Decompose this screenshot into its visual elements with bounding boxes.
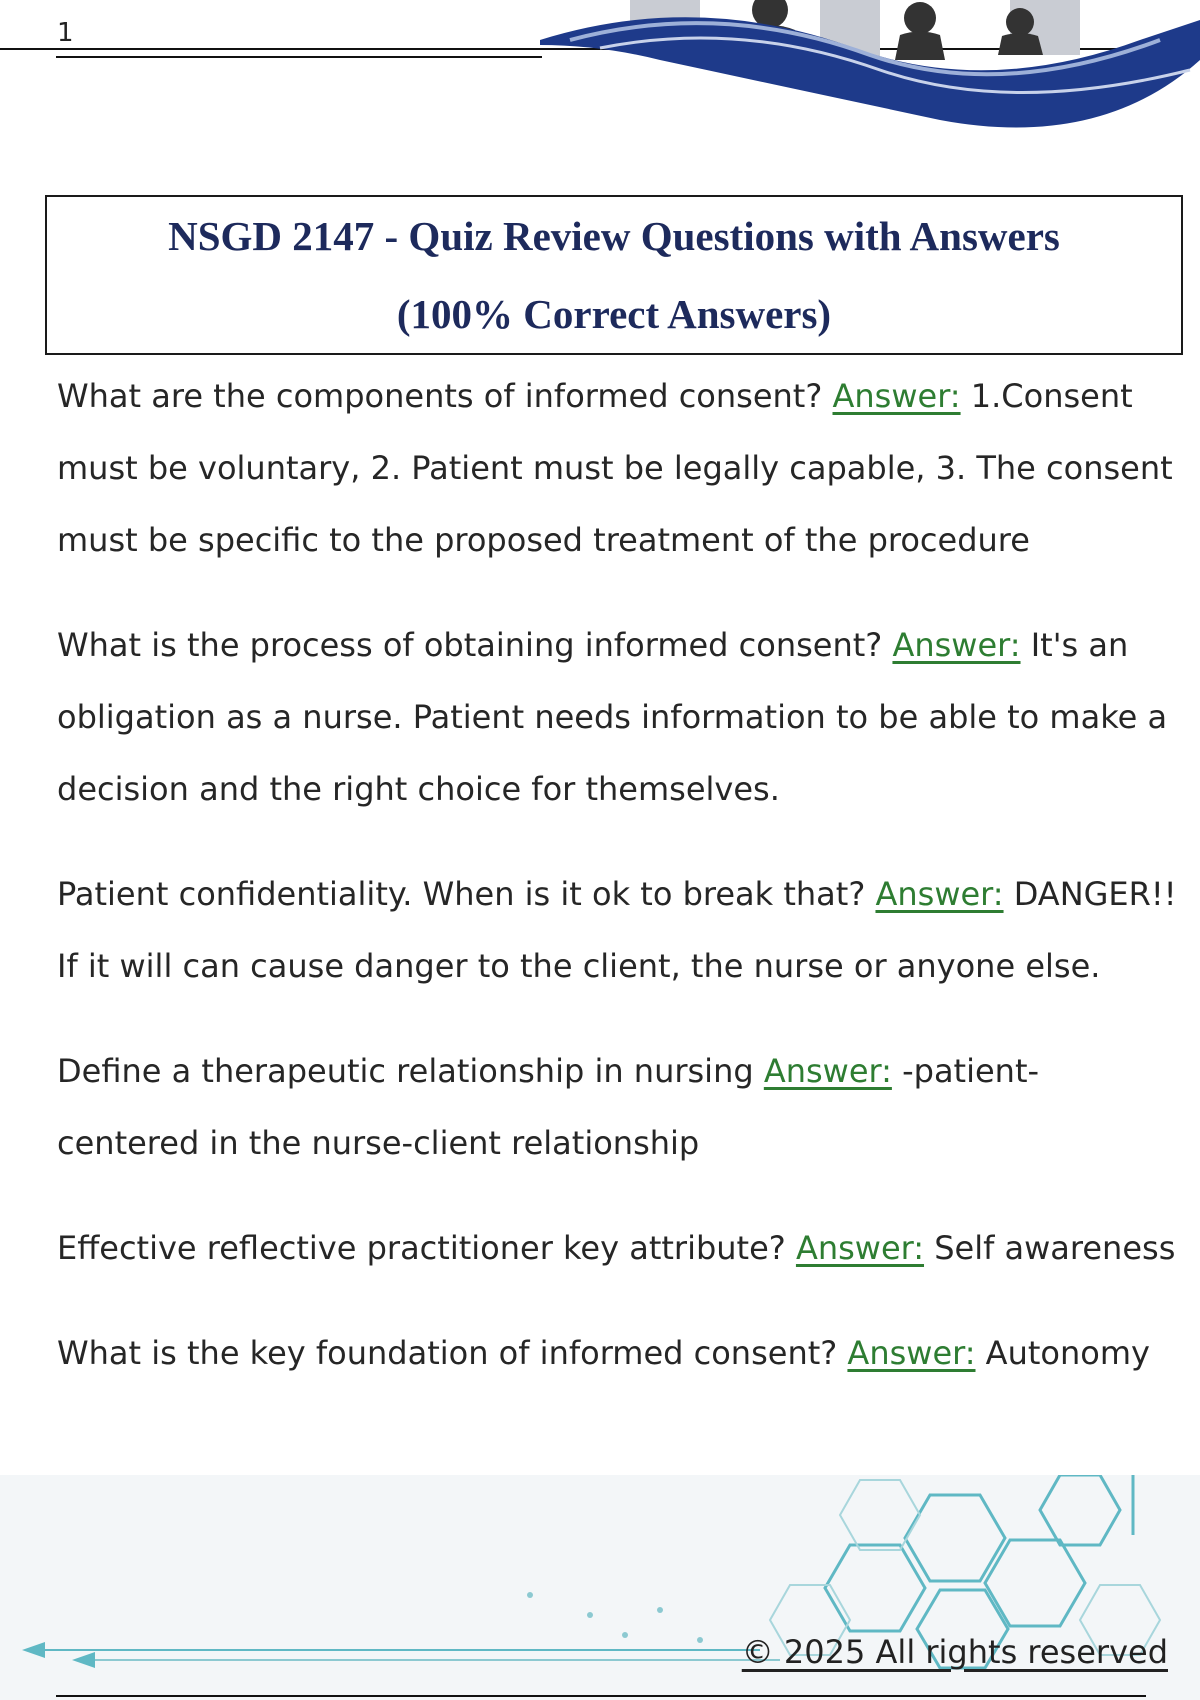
footer-rule [56,1695,1146,1697]
qa-list [57,360,1177,1422]
copyright-text: © 2025 All rights reserved [741,1633,1168,1671]
answer-text: -patient-centered in the nurse-client relationship [57,1052,1040,1162]
qa-item [57,1212,1177,1284]
question-text: Define a therapeutic relationship in nursing [57,1052,754,1090]
answer-label: Answer: [763,1052,892,1090]
question-text: Effective reflective practitioner key attribute? [57,1229,786,1267]
answer-text: 1.Consent must be voluntary, 2. Patient must be legally capable, 3. The consent must be specific to the proposed treatment of the procedure [57,377,1173,559]
answer-text: Autonomy [985,1334,1150,1372]
answer-label: Answer: [795,1229,925,1267]
qa-item [57,858,1177,1002]
page-number: 1 [57,18,74,48]
answer-label: Answer: [832,377,961,415]
answer-text: DANGER!! If it will can cause danger to the client, the nurse or anyone else. [57,875,1177,985]
question-text: Patient confidentiality. When is it ok to break that? [57,875,866,913]
qa-item [57,360,1177,576]
header-banner-graphic [540,0,1200,160]
answer-label: Answer: [875,875,1004,913]
question-text: What is the process of obtaining informed consent? [57,626,883,664]
title-line-2: (100% Correct Answers) [396,291,832,337]
header-underline [56,56,542,58]
answer-text: It's an obligation as a nurse. Patient needs information to be able to make a decision and the right choice for themselves. [57,626,1168,808]
qa-item [57,1317,1177,1389]
question-text: What is the key foundation of informed consent? [57,1334,838,1372]
qa-item [57,609,1177,825]
answer-label: Answer: [892,626,1021,664]
answer-label: Answer: [847,1334,976,1372]
question-text: What are the components of informed consent? [57,377,823,415]
qa-item [57,1035,1177,1179]
answer-text: Self awareness [934,1229,1176,1267]
title-line-1: NSGD 2147 - Quiz Review Questions with Answers [168,213,1060,259]
document-title-box [45,195,1183,355]
